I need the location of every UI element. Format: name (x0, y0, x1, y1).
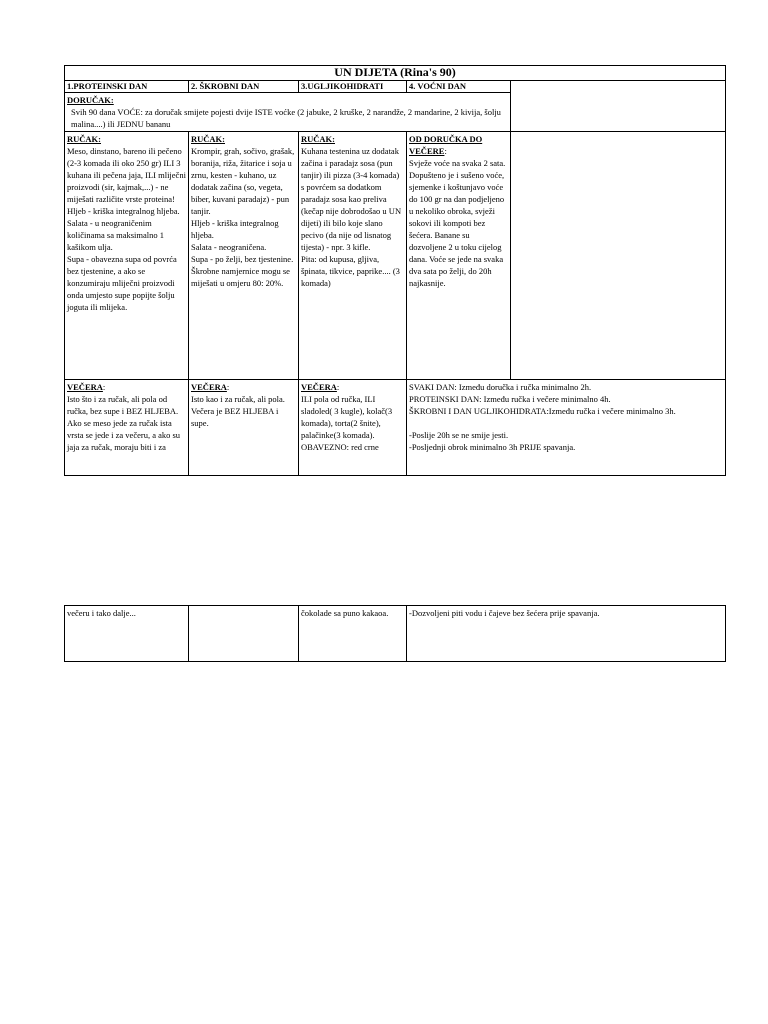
page-title: UN DIJETA (Rina's 90) (65, 66, 726, 81)
dinner-carbs-cell (299, 380, 407, 476)
breakfast-cell (65, 93, 511, 132)
dinner-protein-colon: : (102, 382, 106, 392)
diet-table (64, 65, 726, 476)
dinner-starch-colon: : (226, 382, 230, 392)
dinner-protein-text: Isto što i za ručak, ali pola od ručka, bez supe i BEZ HLJEBA. Ako se meso jede za ručak ista vrsta se jede i za večeru, a ako su jaja za ručak, moraju biti i za (67, 394, 181, 452)
dinner-notes-text: SVAKI DAN: Između doručka i ručka minimalno 2h. PROTEINSKI DAN: Između ručka i večere minimalno 4h. ŠKROBNI I DAN UGLJIKOHIDRATA:Između ručka i večere minimalno 3h. -Poslije 20h se ne smije jesti. -Posljednji obrok minimalno 3h PRIJE spavanja. (409, 382, 676, 452)
continuation-carbs-text: čokolade sa puno kakaoa. (301, 608, 389, 618)
lunch-starch-text: Krompir, grah, sočivo, grašak, boranija, riža, žitarice i soja u zrnu, kesten - kuhano, uz dodatak začina (so, vegeta, biber, kuvani paradajz) - pun tanjir. Hljeb - kriška integralnog hljeba. Salata - neograničena. Supa - po želji, bez tjestenine. Škrobne namjernice mogu se miješati u omjeru 80: 20%. (191, 146, 295, 288)
lunch-starch-label: RUČAK: (191, 134, 225, 144)
dinner-notes-cell (407, 380, 726, 476)
empty-cell-lunch-right (511, 132, 726, 380)
dinner-protein-cell (65, 380, 189, 476)
continuation-notes-cell (407, 606, 726, 662)
continuation-carbs-cell (299, 606, 407, 662)
dinner-carbs-colon: : (336, 382, 340, 392)
header-protein-day: 1.PROTEINSKI DAN (65, 81, 189, 93)
breakfast-label: DORUČAK: (67, 95, 114, 105)
dinner-carbs-label: VEČERA (301, 382, 337, 392)
lunch-protein-cell (65, 132, 189, 380)
continuation-starch-cell (189, 606, 299, 662)
dinner-carbs-text: ILI pola od ručka, ILI sladoled( 3 kugle), kolač(3 komada), torta(2 šnite), palačinke(3 komada). OBAVEZNO: red crne (301, 394, 393, 452)
dinner-starch-cell (189, 380, 299, 476)
continuation-notes-text: -Dozvoljeni piti vodu i čajeve bez šećera prije spavanja. (409, 608, 600, 618)
empty-cell-right (511, 81, 726, 132)
continuation-protein-text: večeru i tako dalje... (67, 608, 136, 618)
lunch-carbs-cell (299, 132, 407, 380)
dinner-protein-label: VEČERA (67, 382, 103, 392)
fruit-label-line2: VEČERE (409, 146, 445, 156)
lunch-fruit-text: Svježe voće na svaka 2 sata. Dopušteno je i sušeno voće, sjemenke i koštunjavo voće do 100 gr na dan podjeljeno u nekoliko obroka, svježi sokovi ili kompoti bez šećera. Banane su dozvoljene 2 u toku cijelog dana. Voće se jede na svaka dva sata po želji, do 20h najkasnije. (409, 158, 506, 288)
fruit-label-colon: : (444, 146, 447, 156)
header-starch-day: 2. ŠKROBNI DAN (189, 81, 299, 93)
dinner-starch-text: Isto kao i za ručak, ali pola. Večera je BEZ HLJEBA i supe. (191, 394, 285, 428)
lunch-carbs-label: RUČAK: (301, 134, 335, 144)
lunch-starch-cell (189, 132, 299, 380)
lunch-fruit-cell (407, 132, 511, 380)
lunch-protein-label: RUČAK: (67, 134, 101, 144)
header-carbs-day: 3.UGLJIKOHIDRATI (299, 81, 407, 93)
header-fruit-day: 4. VOĆNI DAN (407, 81, 511, 93)
continuation-protein-cell (65, 606, 189, 662)
breakfast-text: Svih 90 dana VOĆE: za doručak smijete pojesti dvije ISTE voćke (2 jabuke, 2 kruške, 2 narandže, 2 mandarine, 2 kivija, šolju malina....) ili JEDNU bananu (71, 107, 501, 129)
lunch-protein-text: Meso, dinstano, bareno ili pečeno (2-3 komada ili oko 250 gr) ILI 3 kuhana ili pečena jaja, ILI mliječni proizvodi (sir, kajmak,...) - ne miješati različite vrste proteina! Hljeb - kriška integralnog hljeba. Salata - u neograničenim količinama sa maksimalno 1 kašikom ulja. Supa - obavezna supa od povrća bez tjestenine, a ako se konzumiraju mliječni proizvodi onda umjesto supe popijte šolju joguta ili mlijeka. (67, 146, 186, 312)
dinner-starch-label: VEČERA (191, 382, 227, 392)
lunch-carbs-text: Kuhana testenina uz dodatak začina i paradajz sosa (pun tanjir) ili pizza (3-4 komada) s povrćem sa dodatkom paradajz sosa kao preliva (kečap nije dobrodošao u UN dijeti) ili bilo koje slano pecivo (da nije od lisnatog tijesta) - npr. 3 kifle. Pita: od kupusa, gljiva, špinata, tikvice, paprike.... (3 komada) (301, 146, 402, 288)
diet-table-continuation (64, 605, 726, 662)
fruit-label-line1: OD DORUČKA DO (409, 134, 483, 144)
